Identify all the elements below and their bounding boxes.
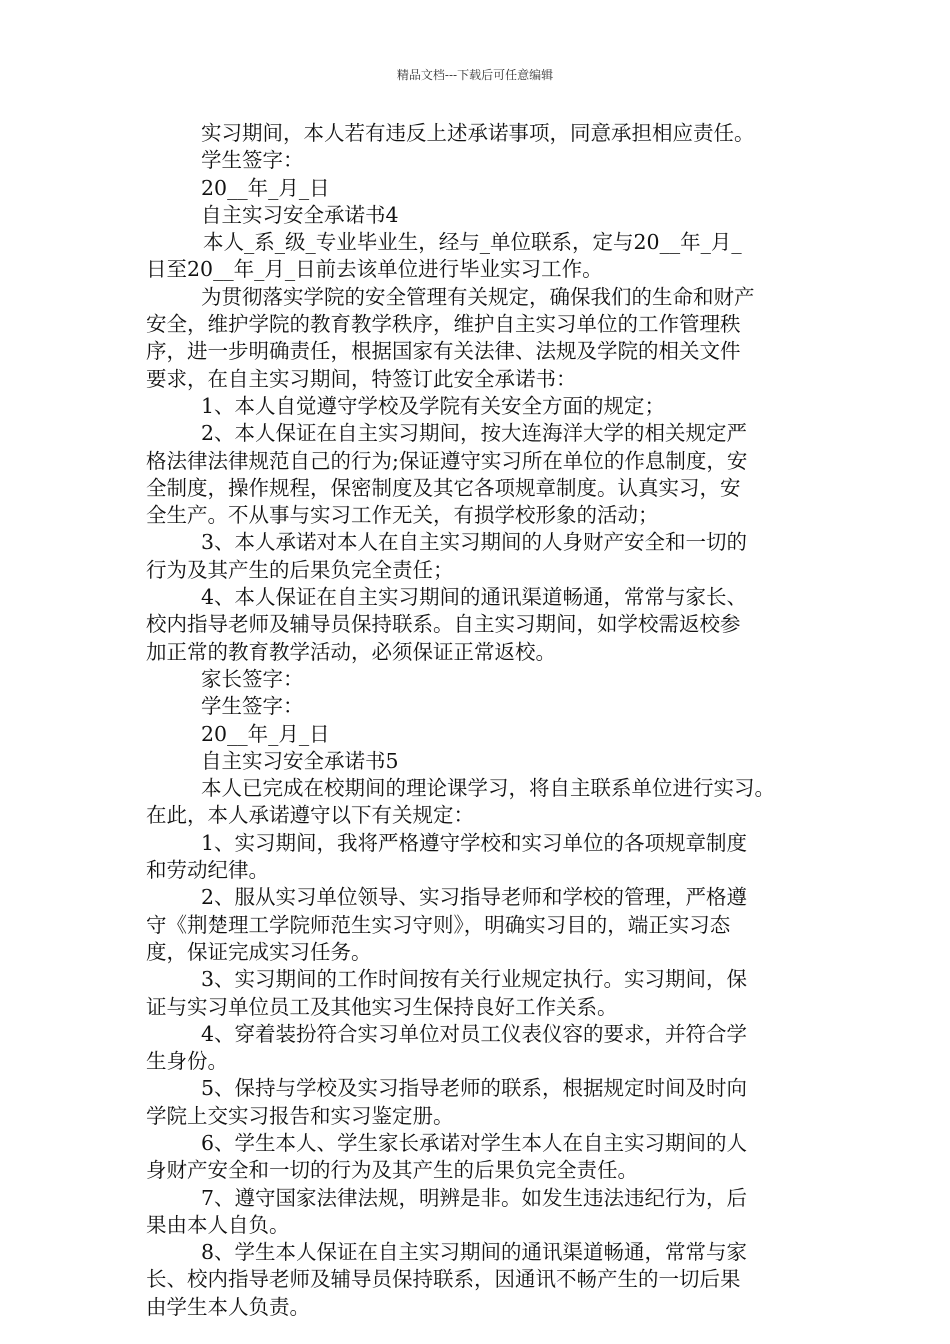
text-line: 5、保持与学校及实习指导老师的联系，根据规定时间及时向: [201, 1076, 748, 1101]
text-line: 校内指导老师及辅导员保持联系。自主实习期间，如学校需返校参: [146, 612, 741, 637]
text-line: 安全，维护学院的教育教学秩序，维护自主实习单位的工作管理秩: [146, 312, 741, 337]
text-line: 7、遵守国家法律法规，明辨是非。如发生违法违纪行为，后: [201, 1185, 748, 1210]
text-line: 由学生本人负责。: [146, 1294, 310, 1319]
text-line: 日至20__年_月_日前去该单位进行毕业实习工作。: [146, 257, 603, 282]
text-line: 长、校内指导老师及辅导员保持联系，因通讯不畅产生的一切后果: [146, 1267, 741, 1292]
text-line: 果由本人自负。: [146, 1212, 290, 1237]
text-line: 2、服从实习单位领导、实习指导老师和学校的管理，严格遵: [201, 885, 748, 910]
text-line: 20__年_月_日: [201, 175, 330, 200]
text-line: 本人_系_级_专业毕业生，经与_单位联系，定与20__年_月_: [203, 230, 742, 255]
text-line: 生身份。: [146, 1049, 228, 1074]
text-line: 自主实习安全承诺书4: [201, 202, 399, 227]
text-line: 2、本人保证在自主实习期间，按大连海洋大学的相关规定严: [201, 421, 748, 446]
text-line: 和劳动纪律。: [146, 858, 269, 883]
text-line: 6、学生本人、学生家长承诺对学生本人在自主实习期间的人: [201, 1130, 748, 1155]
text-line: 加正常的教育教学活动，必须保证正常返校。: [146, 639, 556, 664]
text-line: 格法律法律规范自己的行为;保证遵守实习所在单位的作息制度，安: [146, 448, 748, 473]
text-line: 身财产安全和一切的行为及其产生的后果负完全责任。: [146, 1158, 638, 1183]
text-line: 3、本人承诺对本人在自主实习期间的人身财产安全和一切的: [201, 530, 748, 555]
text-line: 实习期间，本人若有违反上述承诺事项，同意承担相应责任。: [201, 121, 755, 145]
text-line: 1、实习期间，我将严格遵守学校和实习单位的各项规章制度: [201, 830, 748, 855]
text-line: 4、穿着装扮符合实习单位对员工仪表仪容的要求，并符合学: [201, 1021, 748, 1046]
text-line: 学生签字：: [201, 694, 304, 719]
text-line: 要求，在自主实习期间，特签订此安全承诺书：: [146, 366, 577, 391]
text-line: 1、本人自觉遵守学校及学院有关安全方面的规定；: [201, 393, 666, 418]
text-line: 3、实习期间的工作时间按有关行业规定执行。实习期间，保: [201, 967, 748, 992]
text-line: 20__年_月_日: [201, 721, 330, 746]
text-line: 全制度，操作规程，保密制度及其它各项规章制度。认真实习，安: [146, 475, 741, 500]
text-line: 度，保证完成实习任务。: [146, 939, 372, 964]
text-line: 全生产。不从事与实习工作无关，有损学校形象的活动；: [146, 503, 659, 528]
text-line: 学生签字：: [201, 148, 304, 173]
text-line: 家长签字：: [201, 666, 304, 691]
text-line: 为贯彻落实学院的安全管理有关规定，确保我们的生命和财产: [201, 284, 755, 309]
text-line: 在此，本人承诺遵守以下有关规定：: [146, 803, 474, 828]
text-line: 本人已完成在校期间的理论课学习，将自主联系单位进行实习。: [201, 776, 775, 801]
text-line: 自主实习安全承诺书5: [201, 748, 399, 773]
text-line: 守《荆楚理工学院师范生实习守则》，明确实习目的，端正实习态: [146, 912, 731, 937]
text-line: 4、本人保证在自主实习期间的通讯渠道畅通，常常与家长、: [201, 585, 748, 610]
page-header: 精品文档---下载后可任意编辑: [396, 68, 554, 82]
text-line: 证与实习单位员工及其他实习生保持良好工作关系。: [146, 994, 618, 1019]
text-line: 序，进一步明确责任，根据国家有关法律、法规及学院的相关文件: [146, 339, 741, 364]
text-line: 行为及其产生的后果负完全责任；: [146, 557, 454, 582]
text-line: 8、学生本人保证在自主实习期间的通讯渠道畅通，常常与家: [201, 1240, 748, 1265]
document-body: [146, 120, 826, 1321]
text-line: 学院上交实习报告和实习鉴定册。: [146, 1103, 454, 1128]
